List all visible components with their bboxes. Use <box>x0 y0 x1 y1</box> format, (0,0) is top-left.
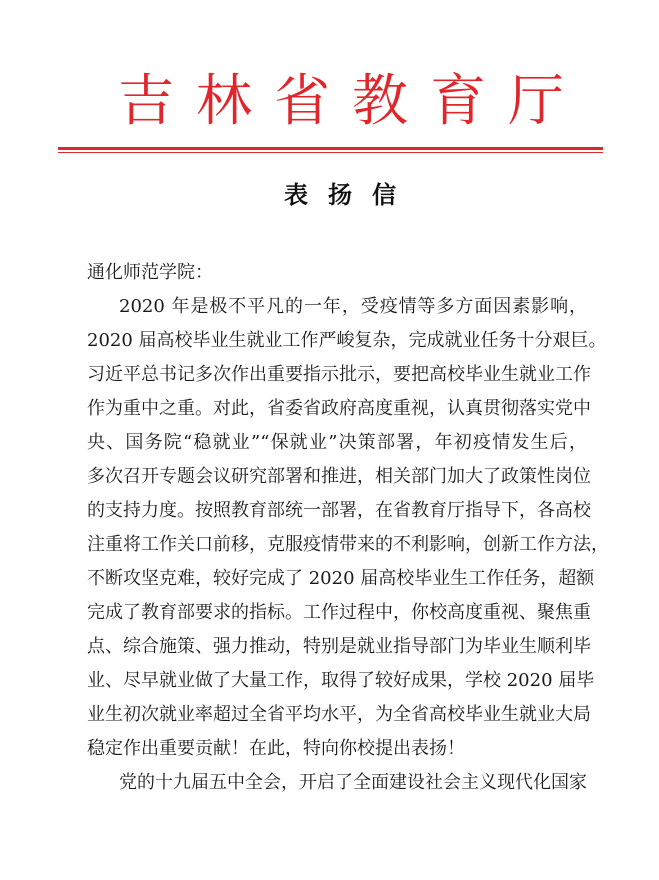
letterhead-org-name: 吉林省教育厅 <box>118 69 586 134</box>
paragraph-1-line: 作为重中之重。对此，省委省政府高度重视，认真贯彻落实党中 <box>87 398 591 419</box>
paragraph-1-line: 注重将工作关口前移，克服疫情带来的不利影响，创新工作方法， <box>87 534 609 555</box>
paragraph-1-line: 业生初次就业率超过全省平均水平，为全省高校毕业生就业大局 <box>87 704 591 725</box>
paragraph-2-line: 党的十九届五中全会，开启了全面建设社会主义现代化国家 <box>119 772 587 793</box>
paragraph-1-line: 习近平总书记多次作出重要指示批示，要把高校毕业生就业工作 <box>87 364 591 385</box>
paragraph-1-line: 不断攻坚克难，较好完成了 2020 届高校毕业生工作任务，超额 <box>87 568 595 589</box>
paragraph-1-line: 稳定作出重要贡献！在此，特向你校提出表扬！ <box>87 738 465 759</box>
paragraph-1-line: 完成了教育部要求的指标。工作过程中，你校高度重视、聚焦重 <box>87 602 591 623</box>
letterhead-rule-thin <box>58 152 603 153</box>
letterhead-rule-thick <box>58 147 603 150</box>
paragraph-1-line: 多次召开专题会议研究部署和推进，相关部门加大了政策性岗位 <box>87 466 591 487</box>
salutation: 通化师范学院： <box>87 262 213 283</box>
document-title: 表扬信 <box>284 181 416 209</box>
paragraph-1-line: 业、尽早就业做了大量工作，取得了较好成果，学校 2020 届毕 <box>87 670 595 691</box>
paragraph-1-line: 点、综合施策、强力推动，特别是就业指导部门为毕业生顺利毕 <box>87 636 591 657</box>
paragraph-1-line: 的支持力度。按照教育部统一部署，在省教育厅指导下，各高校 <box>87 500 591 521</box>
paragraph-1-line: 2020 年是极不平凡的一年，受疫情等多方面因素影响， <box>119 296 587 317</box>
paragraph-1-line: 央、国务院“稳就业”“保就业”决策部署，年初疫情发生后， <box>87 432 587 453</box>
paragraph-1-line: 2020 届高校毕业生就业工作严峻复杂，完成就业任务十分艰巨。 <box>87 330 607 351</box>
